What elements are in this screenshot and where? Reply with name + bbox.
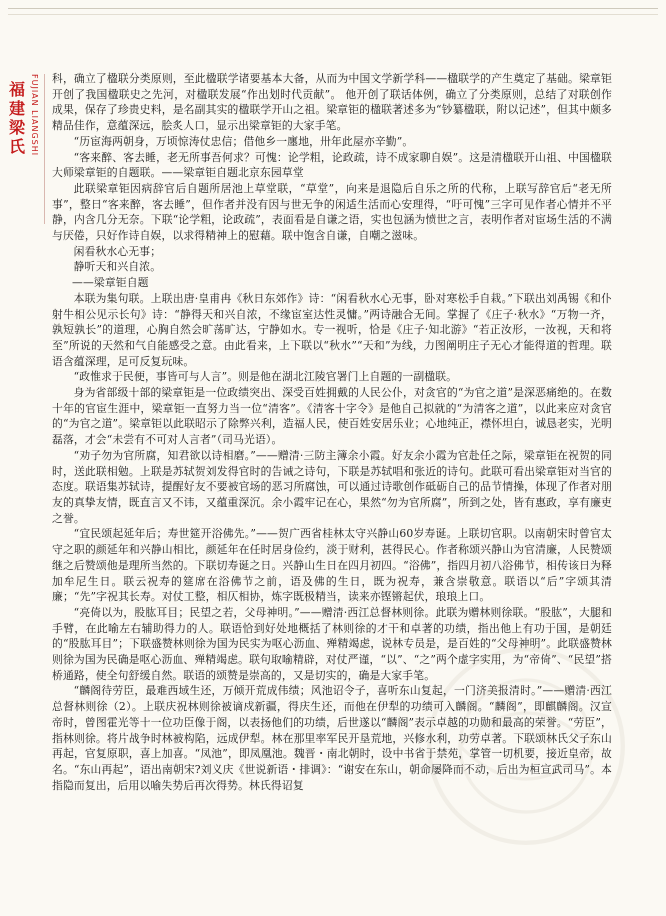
couplet-line: 静听天和兴自浓。 <box>73 260 162 274</box>
paragraph: 此联梁章钜因病辞官后自题所居池上草堂联，“草堂”，向来是退隐后自乐之所的代称，上联写辞官后“老无所事”，整日“客来醉，客去睡”，但作者并没有因与世无争的闲适生活而心安理得，“吁可愧”三字可见作者心情并不平静，内含几分无奈。下联“论学粗，论政疏”，表面看是自谦之语，实也包涵为愤世之言，表明作者对宦场生活的不满与厌倦，只好作诗自娱，以求得精神上的慰藉。联中饱含自谦，自嘲之滋味。 <box>52 181 612 243</box>
paragraph: “客来醉、客去睡，老无所事吾何求？可愧：论学粗，论政疏，诗不成家聊自娱”。这是清楹联开山祖、中国楹联大师梁章钜的自题联。——梁章钜自题北京东园草堂 <box>52 150 612 180</box>
paragraph: 科，确立了楹联分类原则，至此楹联学诸要基本大备，从而为中国文学新学科——楹联学的产生奠定了基础。梁章钜开创了我国楹联史之先河，对楹联发展“作出划时代贡献”。 他开创了联话体例，确立了分类原则，总结了对联创作成果，保存了珍贵史料，是名副其实的楹联学开山之祖。梁章钜的楹联著述多为“钞纂楹联，附以记述”，但其中颇多精品佳作，意蕴深远，脍炙人口，显示出梁章钜的大家手笔。 <box>52 72 612 133</box>
paragraph: “宜民颂起延年后；寿世筵开浴佛先。”——贺广西省桂林太守兴静山60岁寿诞。上联切官职。以南朝宋时曾官太守之职的颜延年和兴静山相比，颜延年在任时居身俭约，淡于财利，甚得民心。作者称颂兴静山为官清廉，人民赞颂继之后赞颂他是理所当然的。下联切寿诞之日。兴静山生日在四月初四。“浴佛”，指四月初八浴佛节，相传该日为释加牟尼生日。联云祝寿的筵席在浴佛节之前，语及佛的生日，既为祝寿，兼含崇敬意。联语以“后”字颂其清廉；“先”字祝其长寿。对仗工整，相仄相协，炼字既极精当，读来亦铿锵起伏，琅琅上口。 <box>52 527 612 604</box>
paragraph: “历宦海两朝身，万顷惊涛仗忠信；借他乡一廛地，卅年此屋亦辛勤”。 <box>73 134 414 148</box>
side-title-char: 建 <box>9 99 26 118</box>
paragraph: “麟阁待劳臣，最难西域生还，万倾开荒成伟绩；风池诏令子，喜听东山复起，一门济美报清时。”——赠清·西江总督林则徐（2）。上联庆祝林则徐被谪戍新疆，得庆生还，而他在伊犁的功绩可入麟阁。“麟阁”，即麒麟阁。汉宣帝时，曾图霍光等十一位功臣像于阁，以表扬他们的功绩，后世遂以“麟阁”表示卓越的功勋和最高的荣誉。“劳臣”，指林则徐。将片战争时林被构陷，远成伊犁。林在那里率军民开垦荒地，兴修水利，功劳卓著。下联颂林氏父子东山再起，官复原职，喜上加喜。“凤池”，即凤凰池。魏晋・南北朝时，设中书省于禁苑，掌管一切机要，接近皇帝，故名。“东山再起”，语出南朝宋?刘义庆《世说新语・排调》：“谢安在东山，朝命屡降而不动，后出为桓宣武司马”。本指隐而复出，后用以喻失势后再次得势。林氏得诏复 <box>52 684 612 792</box>
side-title-char: 福 <box>9 80 26 99</box>
side-divider <box>44 74 45 224</box>
side-title <box>9 80 25 156</box>
paragraph: “亮倚以为，股肱耳目；民望之若，父母神明。”——赠清·西江总督林则徐。此联为赠林则徐联。“股肱”，大腿和手臂，在此喻左右辅助得力的人。联语恰到好处地概括了林则徐的才干和卓著的功绩，指出他上有功于国，是朝廷的“股肱耳目”；下联盛赞林则徐为国为民实为呕心沥血、殚精竭虑，说林专员是，是百姓的“父母神明”。此联盛赞林则徐为国为民确是呕心沥血、殚精竭虑。联句取喻精辟，对仗严谨，“以”、“之”两个虚字实用，为“帝倚”、“民望”搭桥通路，使全句舒缓自然。联语的颂赞是崇高的，又是切实的，确是大家手笔。 <box>52 605 612 682</box>
background-watermark <box>416 636 636 856</box>
side-title-char: 氏 <box>9 137 26 156</box>
couplet-line: 闲看秋水心无事； <box>73 244 162 258</box>
top-border <box>8 8 658 15</box>
side-subtitle-text: FUJIAN LIANGSHI <box>30 74 39 157</box>
side-title-char: 梁 <box>9 118 26 137</box>
paragraph: “劝子勿为官所腐，知君欲以诗相磨。”——赠清·三防主簿余小霞。好友余小霞为官赴任之际，梁章钜在祝贺的同时，送此联相勉。上联是苏轼贺刘发得官时的告诫之诗句，下联是苏轼唱和张近的诗句。此联可看出梁章钜对当官的态度。联语集苏轼诗，提醒好友不要被官场的恶习所腐蚀，可以通过诗歌创作砥砺自己的品节情操，体现了作者对朋友的真挚友情，既直言又不讳，又蕴重深沉。余小霞牢记在心，果然“勿为官所腐”，所到之处，皆有惠政，享有廉吏之誉。 <box>52 448 612 525</box>
paragraph: “政惟求于民便，事皆可与人言”。则是他在湖北江陵官署门上自题的一副楹联。 <box>73 370 458 384</box>
paragraph: 本联为集句联。上联出唐·皇甫冉《秋日东郊作》诗：“闲看秋水心无事，卧对寒松手自栽。”下联出刘禹锡《和仆射牛相公见示长句》诗：“静得天和兴自浓，不缘宦室达性灵慵。”两诗融合无间。掌握了《庄子·秋水》“万物一齐，孰短孰长”的道理，心胸自然会旷荡旷达，宁静如水。专一视听，恰是《庄子·知北游》“若正汝形，一汝视，天和将至”所说的天然和气自能感受之意。由此看来，上下联以“秋水”“天和”为线，力图阐明庄子无心才能得道的哲理。联语含蕴深理，足可反复玩味。 <box>52 291 612 368</box>
side-subtitle <box>30 74 42 224</box>
couplet-attribution: ——梁章钜自题 <box>72 276 149 290</box>
paragraph: 身为省部级十部的梁章钜是一位政绩突出、深受百姓拥戴的人民公仆，对贪官的“为官之道”是深恶痛绝的。在数十年的官宦生涯中，梁章钜一直努力当一位“清客”。《清客十字令》是他自己拟就的“为清客之道”，以此来应对贪官的“为官之道”。梁章钜以此联昭示了除弊兴利，造福人民，使百姓安居乐业；心地纯正，襟怀坦白，诚恳老实，光明磊落，才会“未尝有不可对人言者”（司马光语）。 <box>52 386 612 447</box>
